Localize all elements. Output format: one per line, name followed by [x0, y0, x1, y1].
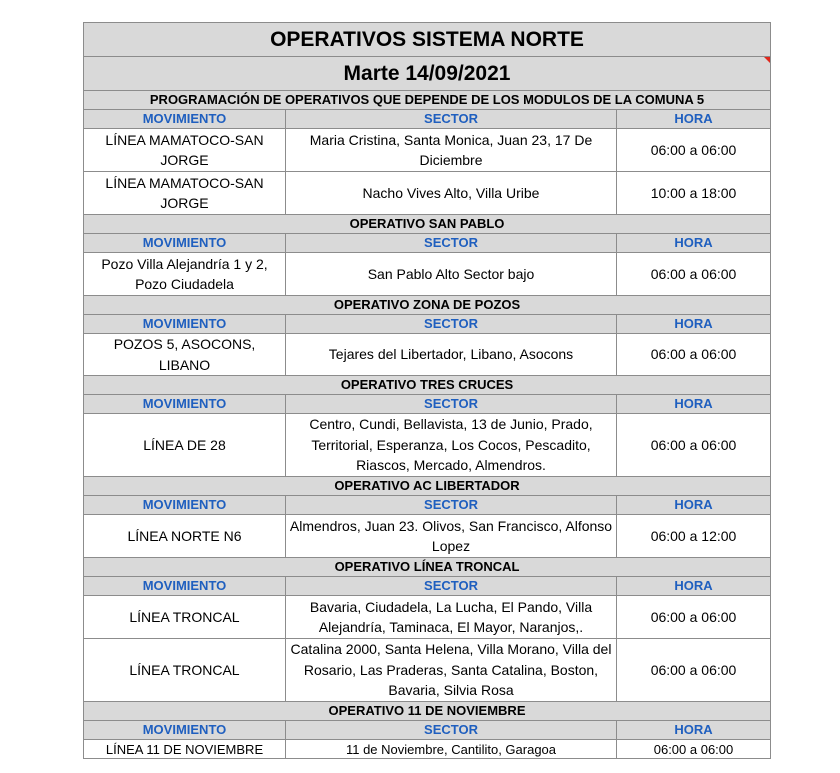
date-row: [84, 57, 771, 91]
comment-indicator-icon: [764, 57, 770, 63]
column-header-hora: HORA: [617, 110, 771, 129]
column-header-movimiento: MOVIMIENTO: [84, 315, 286, 334]
date-text: Marte 14/09/2021: [343, 62, 511, 85]
column-header-sector: SECTOR: [286, 234, 617, 253]
column-header-row: [84, 721, 771, 740]
cell-sector: Maria Cristina, Santa Monica, Juan 23, 17 De Diciembre: [286, 129, 617, 172]
cell-sector: Centro, Cundi, Bellavista, 13 de Junio, Prado, Territorial, Esperanza, Los Cocos, Pescadito, Riascos, Mercado, Almendros.: [286, 414, 617, 477]
column-header-sector: SECTOR: [286, 496, 617, 515]
column-header-row: [84, 577, 771, 596]
title-row: [84, 23, 771, 57]
table-row: [84, 253, 771, 296]
column-header-hora: HORA: [617, 395, 771, 414]
cell-movimiento: LÍNEA 11 DE NOVIEMBRE: [84, 740, 286, 759]
section-header-row: [84, 296, 771, 315]
cell-movimiento: LÍNEA MAMATOCO-SAN JORGE: [84, 129, 286, 172]
table-row: [84, 596, 771, 639]
cell-hora: 06:00 a 06:00: [617, 129, 771, 172]
column-header-hora: HORA: [617, 577, 771, 596]
section-header-row: [84, 558, 771, 577]
cell-hora: 06:00 a 06:00: [617, 639, 771, 702]
column-header-movimiento: MOVIMIENTO: [84, 110, 286, 129]
section-title: OPERATIVO LÍNEA TRONCAL: [84, 558, 771, 577]
table-row: [84, 129, 771, 172]
column-header-hora: HORA: [617, 496, 771, 515]
table-row: [84, 515, 771, 558]
table-row: [84, 740, 771, 759]
column-header-row: [84, 496, 771, 515]
column-header-row: [84, 110, 771, 129]
section-title: OPERATIVO TRES CRUCES: [84, 376, 771, 395]
column-header-hora: HORA: [617, 234, 771, 253]
column-header-row: [84, 234, 771, 253]
cell-sector: Tejares del Libertador, Libano, Asocons: [286, 334, 617, 376]
cell-sector: Nacho Vives Alto, Villa Uribe: [286, 172, 617, 215]
cell-hora: 10:00 a 18:00: [617, 172, 771, 215]
column-header-sector: SECTOR: [286, 721, 617, 740]
section-header-row: [84, 376, 771, 395]
cell-movimiento: LÍNEA NORTE N6: [84, 515, 286, 558]
cell-hora: 06:00 a 06:00: [617, 740, 771, 759]
cell-hora: 06:00 a 06:00: [617, 414, 771, 477]
table-row: [84, 334, 771, 376]
section-title: PROGRAMACIÓN DE OPERATIVOS QUE DEPENDE DE LOS MODULOS DE LA COMUNA 5: [84, 91, 771, 110]
cell-movimiento: LÍNEA MAMATOCO-SAN JORGE: [84, 172, 286, 215]
column-header-hora: HORA: [617, 721, 771, 740]
section-header-row: [84, 702, 771, 721]
cell-hora: 06:00 a 12:00: [617, 515, 771, 558]
table-row: [84, 414, 771, 477]
table-row: [84, 172, 771, 215]
cell-sector: Catalina 2000, Santa Helena, Villa Morano, Villa del Rosario, Las Praderas, Santa Catalina, Boston, Bavaria, Silvia Rosa: [286, 639, 617, 702]
cell-hora: 06:00 a 06:00: [617, 334, 771, 376]
section-title: OPERATIVO ZONA DE POZOS: [84, 296, 771, 315]
column-header-sector: SECTOR: [286, 395, 617, 414]
cell-hora: 06:00 a 06:00: [617, 596, 771, 639]
cell-movimiento: POZOS 5, ASOCONS, LIBANO: [84, 334, 286, 376]
section-header-row: [84, 215, 771, 234]
column-header-sector: SECTOR: [286, 110, 617, 129]
cell-hora: 06:00 a 06:00: [617, 253, 771, 296]
cell-sector: 11 de Noviembre, Cantilito, Garagoa: [286, 740, 617, 759]
schedule-table: [83, 22, 771, 759]
page-title: OPERATIVOS SISTEMA NORTE: [84, 23, 771, 57]
column-header-movimiento: MOVIMIENTO: [84, 395, 286, 414]
section-title: OPERATIVO AC LIBERTADOR: [84, 477, 771, 496]
schedule-body: [84, 23, 771, 759]
cell-movimiento: LÍNEA TRONCAL: [84, 639, 286, 702]
column-header-movimiento: MOVIMIENTO: [84, 577, 286, 596]
cell-sector: Bavaria, Ciudadela, La Lucha, El Pando, Villa Alejandría, Taminaca, El Mayor, Naranjos,.: [286, 596, 617, 639]
section-header-row: [84, 477, 771, 496]
column-header-row: [84, 315, 771, 334]
schedule-sheet: [83, 22, 770, 759]
column-header-movimiento: MOVIMIENTO: [84, 234, 286, 253]
cell-sector: Almendros, Juan 23. Olivos, San Francisco, Alfonso Lopez: [286, 515, 617, 558]
column-header-sector: SECTOR: [286, 577, 617, 596]
cell-movimiento: LÍNEA TRONCAL: [84, 596, 286, 639]
section-title: OPERATIVO SAN PABLO: [84, 215, 771, 234]
column-header-row: [84, 395, 771, 414]
column-header-movimiento: MOVIMIENTO: [84, 496, 286, 515]
cell-sector: San Pablo Alto Sector bajo: [286, 253, 617, 296]
section-title: OPERATIVO 11 DE NOVIEMBRE: [84, 702, 771, 721]
date-heading: [84, 57, 771, 91]
cell-movimiento: Pozo Villa Alejandría 1 y 2, Pozo Ciudadela: [84, 253, 286, 296]
table-row: [84, 639, 771, 702]
section-header-row: [84, 91, 771, 110]
column-header-movimiento: MOVIMIENTO: [84, 721, 286, 740]
column-header-hora: HORA: [617, 315, 771, 334]
cell-movimiento: LÍNEA DE 28: [84, 414, 286, 477]
column-header-sector: SECTOR: [286, 315, 617, 334]
